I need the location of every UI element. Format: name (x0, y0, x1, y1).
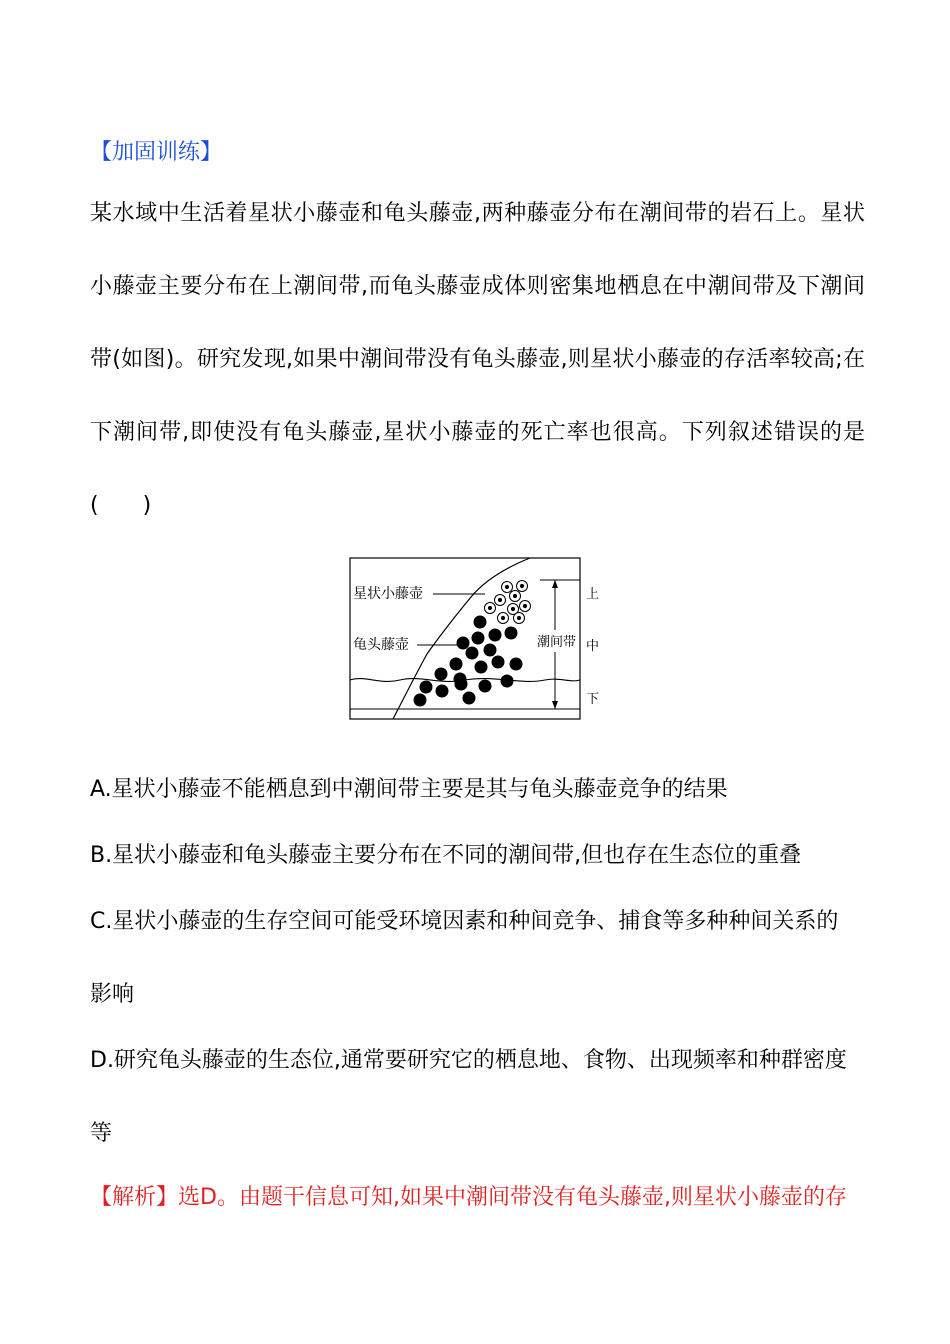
turtle-barnacle (472, 632, 485, 645)
turtle-barnacle (436, 685, 449, 698)
label-turtle-barnacle: 龟头藤壶 (353, 637, 409, 653)
turtle-barnacle (479, 680, 492, 693)
label-lower: 下 (586, 692, 600, 707)
turtle-barnacle (450, 658, 463, 671)
turtle-barnacle (492, 656, 505, 669)
turtle-barnacle (474, 616, 487, 629)
option-c-line1: C.星状小藤壶的生存空间可能受环境因素和种间竞争、捕食等多种种间关系的 (90, 909, 839, 934)
option-c-line2: 影响 (90, 982, 135, 1007)
label-intertidal: 潮间带 (537, 635, 577, 650)
option-d-line1: D.研究龟头藤壶的生态位,通常要研究它的栖息地、食物、出现频率和种群密度 (90, 1048, 847, 1073)
turtle-barnacle (435, 668, 448, 681)
turtle-barnacle (484, 644, 497, 657)
option-b: B.星状小藤壶和龟头藤壶主要分布在不同的潮间带,但也存在生态位的重叠 (90, 843, 802, 868)
turtle-barnacle (420, 681, 433, 694)
turtle-barnacle (505, 627, 518, 640)
label-upper: 上 (586, 587, 600, 602)
turtle-barnacle (414, 694, 427, 707)
analysis-tag: 【解析】 (90, 1185, 179, 1210)
turtle-barnacle (489, 629, 502, 642)
analysis-text: 选D。由题干信息可知,如果中潮间带没有龟头藤壶,则星状小藤壶的存 (178, 1185, 847, 1210)
label-star-barnacle: 星状小藤壶 (353, 586, 423, 602)
analysis-line (90, 1180, 847, 1211)
turtle-barnacle (455, 678, 468, 691)
option-d-line2: 等 (90, 1121, 113, 1146)
star-barnacles (485, 581, 531, 624)
turtle-barnacle (501, 675, 514, 688)
turtle-barnacle (457, 637, 470, 650)
turtle-barnacles (414, 616, 523, 707)
turtle-barnacle (475, 661, 488, 674)
turtle-barnacle (466, 647, 479, 660)
label-middle: 中 (586, 639, 600, 654)
zone-arrow-up (552, 580, 558, 588)
turtle-barnacle (510, 658, 523, 671)
barnacle-distribution-figure (345, 552, 615, 724)
option-a: A.星状小藤壶不能栖息到中潮间带主要是其与龟头藤壶竞争的结果 (90, 777, 728, 802)
turtle-barnacle (463, 692, 476, 705)
section-heading: 【加固训练】 (90, 140, 223, 165)
question-stem: 某水域中生活着星状小藤壶和龟头藤壶,两种藤壶分布在潮间带的岩石上。星状小藤壶主要分布在上潮间带,而龟头藤壶成体则密集地栖息在中潮间带及下潮间带(如图)。研究发现,如果中潮间带没有龟头藤壶,则星状小藤壶的存活率较高;在下潮间带,即使没有龟头藤壶,星状小藤壶的死亡率也很高。下列叙述错误的是( ) (90, 201, 865, 518)
zone-arrow-down (552, 701, 558, 709)
